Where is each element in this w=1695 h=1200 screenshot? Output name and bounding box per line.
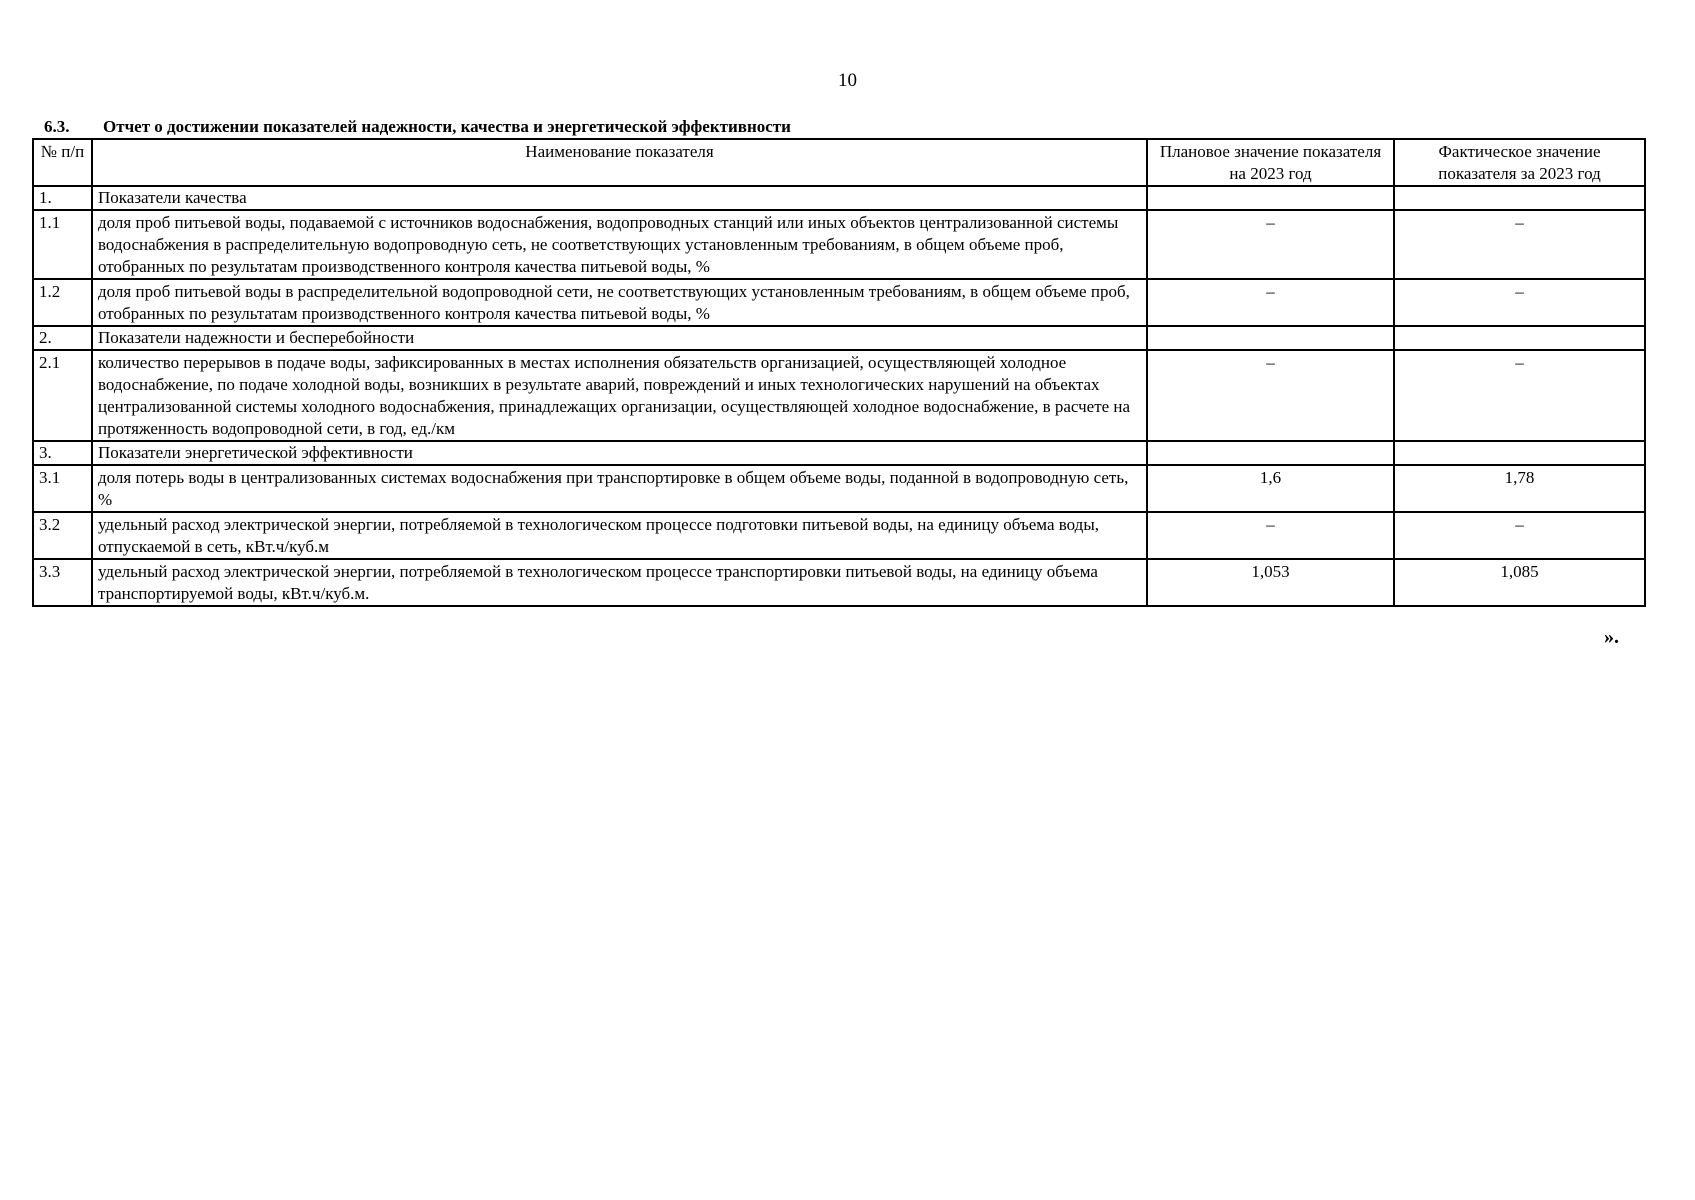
row-fact [1394, 441, 1645, 465]
table-row [33, 512, 1645, 559]
row-name: доля проб питьевой воды в распределительной водопроводной сети, не соответствующих установленным требованиям, в общем объеме проб, отобранных по результатам производственного контроля качества питьевой воды, % [92, 279, 1147, 326]
row-num: 3.1 [33, 465, 92, 512]
row-num: 1.1 [33, 210, 92, 279]
row-fact: – [1394, 350, 1645, 441]
row-name: доля проб питьевой воды, подаваемой с источников водоснабжения, водопроводных станций или иных объектов централизованной системы водоснабжения в распределительную водопроводную сеть, не соответствующих установленным требованиям, в общем объеме проб, отобранных по результатам производственного контроля качества питьевой воды, % [92, 210, 1147, 279]
row-fact: 1,78 [1394, 465, 1645, 512]
row-num: 3. [33, 441, 92, 465]
table-row [33, 326, 1645, 350]
section-title: Отчет о достижении показателей надежности, качества и энергетической эффективности [103, 117, 791, 136]
row-fact [1394, 326, 1645, 350]
row-name: доля потерь воды в централизованных системах водоснабжения при транспортировке в общем объеме воды, поданной в водопроводную сеть, % [92, 465, 1147, 512]
row-fact: – [1394, 512, 1645, 559]
row-name: удельный расход электрической энергии, потребляемой в технологическом процессе транспортировки питьевой воды, на единицу объема транспортируемой воды, кВт.ч/куб.м. [92, 559, 1147, 606]
row-plan: – [1147, 279, 1394, 326]
row-name: Показатели надежности и бесперебойности [92, 326, 1147, 350]
section-number: 6.3. [44, 117, 70, 136]
table-row [33, 465, 1645, 512]
table-row [33, 210, 1645, 279]
row-plan [1147, 441, 1394, 465]
row-name: Показатели энергетической эффективности [92, 441, 1147, 465]
row-num: 1.2 [33, 279, 92, 326]
row-num: 1. [33, 186, 92, 210]
row-fact: – [1394, 210, 1645, 279]
row-name: Показатели качества [92, 186, 1147, 210]
closing-quote-mark: ». [1604, 626, 1619, 648]
row-plan: – [1147, 512, 1394, 559]
row-num: 2.1 [33, 350, 92, 441]
header-name: Наименование показателя [92, 139, 1147, 186]
header-plan: Плановое значение показателя на 2023 год [1147, 139, 1394, 186]
section-heading [44, 117, 791, 137]
row-plan: – [1147, 210, 1394, 279]
row-plan: 1,6 [1147, 465, 1394, 512]
row-plan: – [1147, 350, 1394, 441]
table-row [33, 186, 1645, 210]
table-row [33, 279, 1645, 326]
row-fact: 1,085 [1394, 559, 1645, 606]
row-plan [1147, 186, 1394, 210]
table-row [33, 350, 1645, 441]
row-name: удельный расход электрической энергии, потребляемой в технологическом процессе подготовки питьевой воды, на единицу объема воды, отпускаемой в сеть, кВт.ч/куб.м [92, 512, 1147, 559]
header-fact: Фактическое значение показателя за 2023 год [1394, 139, 1645, 186]
table-row [33, 441, 1645, 465]
row-name: количество перерывов в подаче воды, зафиксированных в местах исполнения обязательств организацией, осуществляющей холодное водоснабжение, по подаче холодной воды, возникших в результате аварий, повреждений и иных технологических нарушений на объектах централизованной системы холодного водоснабжения, принадлежащих организации, осуществляющей холодное водоснабжение, в расчете на протяженность водопроводной сети, в год, ед./км [92, 350, 1147, 441]
row-plan: 1,053 [1147, 559, 1394, 606]
table-row [33, 559, 1645, 606]
header-num: № п/п [33, 139, 92, 186]
table-header-row [33, 139, 1645, 186]
row-fact: – [1394, 279, 1645, 326]
row-plan [1147, 326, 1394, 350]
row-num: 3.3 [33, 559, 92, 606]
row-num: 2. [33, 326, 92, 350]
indicators-table [32, 138, 1646, 607]
page-number: 10 [838, 70, 857, 91]
row-fact [1394, 186, 1645, 210]
row-num: 3.2 [33, 512, 92, 559]
